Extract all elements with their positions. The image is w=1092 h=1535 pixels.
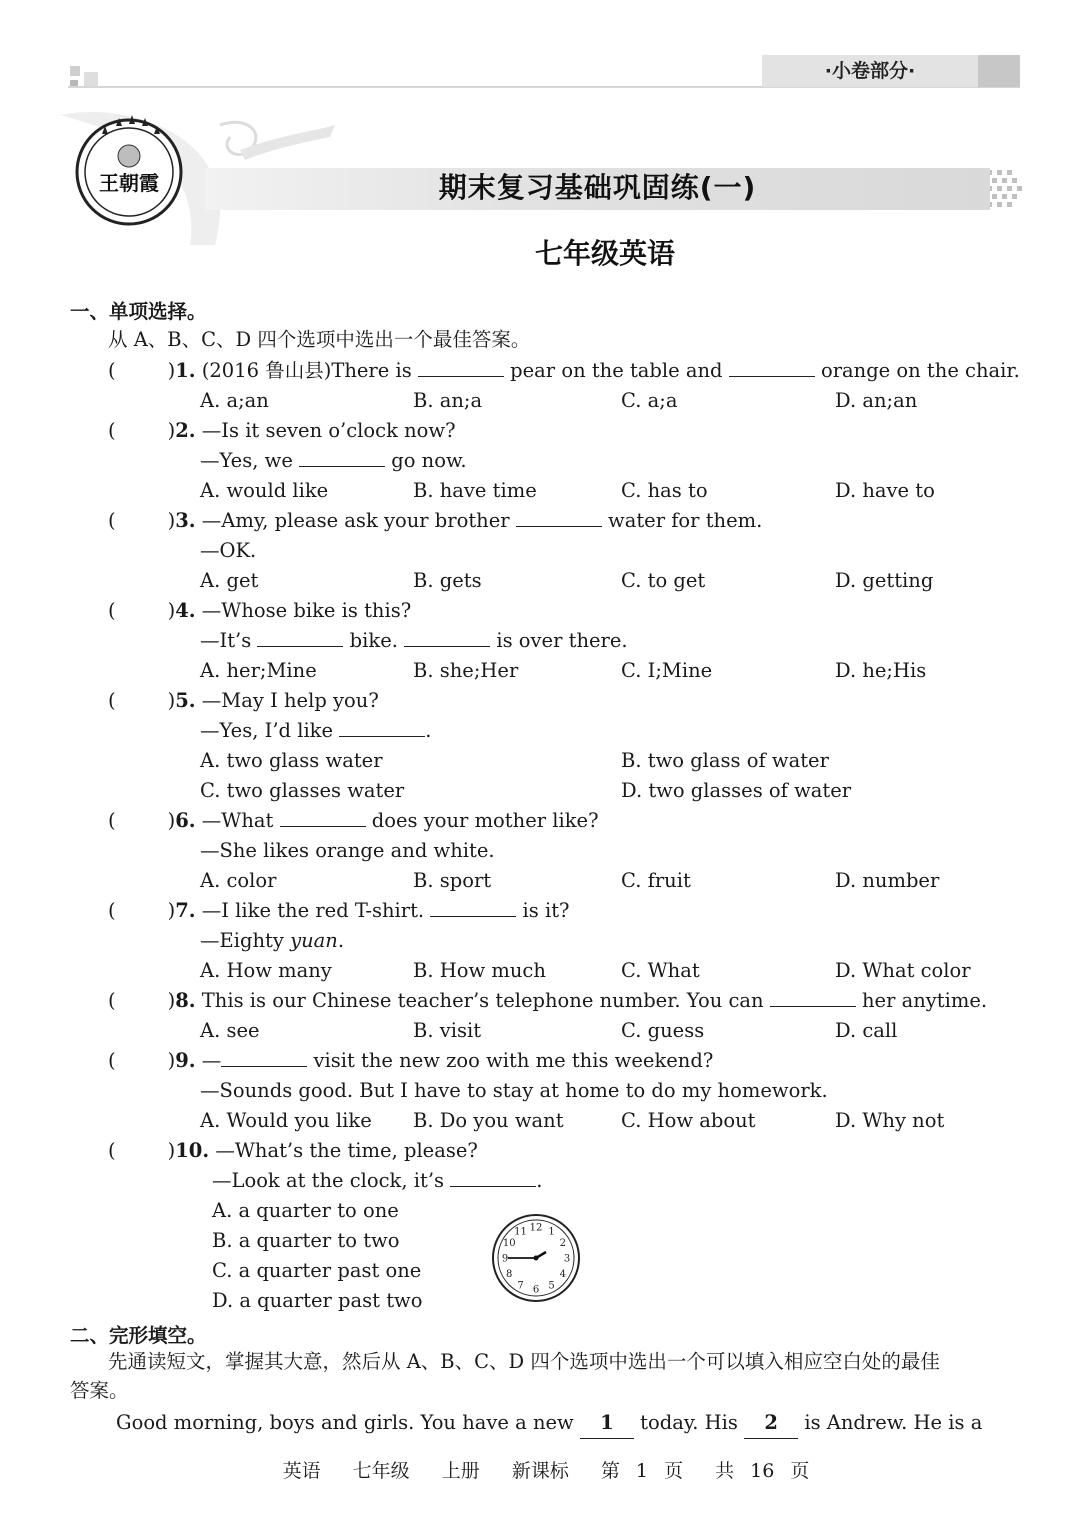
question-1: ( )1. (2016 鲁山县)There is pear on the table and orange on the chair.	[108, 359, 1020, 382]
answer-blank	[430, 898, 516, 917]
clock-numeral: 6	[532, 1284, 540, 1296]
question-6: ( )6. —What does your mother like?	[108, 809, 599, 832]
option-d: D. call	[835, 1019, 898, 1042]
option-a: A. get	[200, 569, 259, 592]
answer-blank	[404, 628, 490, 647]
answer-blank	[450, 1168, 536, 1187]
clock-numeral: 12	[529, 1222, 543, 1234]
clock-numeral: 10	[502, 1238, 516, 1249]
option-b: B. a quarter to two	[212, 1229, 400, 1252]
clock-illustration	[490, 1212, 582, 1304]
answer-blank	[221, 1048, 307, 1067]
option-a: A. her;Mine	[200, 659, 317, 682]
question-10: ( )10. —What’s the time, please?	[108, 1139, 478, 1162]
option-b: B. visit	[413, 1019, 482, 1042]
option-a: A. Would you like	[200, 1109, 372, 1132]
clock-numeral: 5	[548, 1280, 555, 1292]
option-b: B. How much	[413, 959, 546, 982]
corner-decoration	[84, 72, 98, 86]
question-9-line2: —Sounds good. But I have to stay at home to do my homework.	[200, 1079, 828, 1102]
option-b: B. she;Her	[413, 659, 519, 682]
option-c: C. fruit	[621, 869, 691, 892]
option-c: C. I;Mine	[621, 659, 713, 682]
question-10-line2: —Look at the clock, it’s .	[212, 1169, 543, 1192]
clock-numeral: 1	[548, 1226, 555, 1238]
option-a: A. How many	[200, 959, 332, 982]
question-5: ( )5. —May I help you?	[108, 689, 379, 712]
option-d: D. have to	[835, 479, 935, 502]
title-dots-decoration	[985, 168, 1025, 212]
question-5-line2: —Yes, I’d like .	[200, 719, 432, 742]
option-a: A. a quarter to one	[212, 1199, 399, 1222]
answer-blank	[418, 358, 504, 377]
option-b: B. have time	[413, 479, 537, 502]
question-source: (2016 鲁山县)	[201, 359, 332, 382]
option-c: C. a quarter past one	[212, 1259, 422, 1282]
corner-decoration	[70, 66, 80, 76]
answer-blank	[257, 628, 343, 647]
section-tab-accent	[978, 55, 1020, 87]
option-c: C. to get	[621, 569, 706, 592]
option-a: A. color	[200, 869, 277, 892]
question-4-line2: —It’s bike. is over there.	[200, 629, 628, 652]
question-2-line2: —Yes, we go now.	[200, 449, 467, 472]
question-3-line2: —OK.	[200, 539, 257, 562]
question-9: ( )9. — visit the new zoo with me this weekend?	[108, 1049, 714, 1072]
cloze-passage: Good morning, boys and girls. You have a new 1 today. His 2 is Andrew. He is a	[116, 1408, 982, 1439]
option-b: B. sport	[413, 869, 492, 892]
answer-blank	[516, 508, 602, 527]
option-a: A. see	[200, 1019, 260, 1042]
question-7-line2: —Eighty yuan.	[200, 929, 345, 952]
option-d: D. Why not	[835, 1109, 945, 1132]
option-b: B. gets	[413, 569, 482, 592]
part2-instruction: 先通读短文，掌握其大意，然后从 A、B、C、D 四个选项中选出一个可以填入相应空白处的最佳	[108, 1350, 940, 1373]
answer-blank	[339, 718, 425, 737]
question-6-line2: —She likes orange and white.	[200, 839, 495, 862]
answer-blank	[280, 808, 366, 827]
clock-numeral: 11	[514, 1226, 527, 1238]
part1-heading: 一、单项选择。	[70, 300, 207, 323]
answer-blank	[299, 448, 385, 467]
option-d: D. he;His	[835, 659, 927, 682]
question-4: ( )4. —Whose bike is this?	[108, 599, 412, 622]
clock-numeral: 4	[559, 1269, 566, 1280]
option-a: A. two glass water	[200, 749, 383, 772]
clock-numeral: 3	[563, 1253, 571, 1265]
option-c: C. How about	[621, 1109, 756, 1132]
option-a: A. would like	[200, 479, 329, 502]
cloze-blank-1: 1	[580, 1408, 634, 1439]
cloze-blank-2: 2	[744, 1408, 798, 1439]
question-2: ( )2. —Is it seven o’clock now?	[108, 419, 456, 442]
part2-instruction-cont: 答案。	[70, 1379, 129, 1402]
logo-text: 王朝霞	[99, 171, 159, 195]
option-c: C. two glasses water	[200, 779, 405, 802]
option-c: C. guess	[621, 1019, 705, 1042]
option-c: C. What	[621, 959, 700, 982]
option-b: B. an;a	[413, 389, 483, 412]
option-d: D. two glasses of water	[621, 779, 852, 802]
section-tab-label: ·小卷部分·	[824, 60, 916, 82]
answer-blank	[770, 988, 856, 1007]
question-8: ( )8. This is our Chinese teacher’s telephone number. You can her anytime.	[108, 989, 988, 1012]
option-b: B. Do you want	[413, 1109, 564, 1132]
option-c: C. a;a	[621, 389, 678, 412]
option-a: A. a;an	[200, 389, 269, 412]
page-footer: 英语 七年级 上册 新课标 第 1 页 共 16 页	[282, 1460, 810, 1482]
clock-numeral: 7	[517, 1280, 524, 1292]
option-c: C. has to	[621, 479, 708, 502]
option-d: D. an;an	[835, 389, 918, 412]
option-d: D. getting	[835, 569, 934, 592]
page-title: 期末复习基础巩固练(一)	[438, 171, 757, 204]
page-subtitle: 七年级英语	[534, 237, 675, 270]
option-d: D. What color	[835, 959, 971, 982]
clock-numeral: 2	[559, 1238, 566, 1249]
clock-numeral: 9	[501, 1253, 509, 1265]
question-7: ( )7. —I like the red T-shirt. is it?	[108, 899, 570, 922]
option-d: D. a quarter past two	[212, 1289, 423, 1312]
part2-heading: 二、完形填空。	[70, 1324, 207, 1347]
option-d: D. number	[835, 869, 940, 892]
option-b: B. two glass of water	[621, 749, 829, 772]
part1-instruction: 从 A、B、C、D 四个选项中选出一个最佳答案。	[108, 328, 531, 351]
question-number: 1.	[175, 359, 196, 382]
answer-blank	[729, 358, 815, 377]
clock-numeral: 8	[506, 1269, 513, 1280]
question-3: ( )3. —Amy, please ask your brother water for them.	[108, 509, 763, 532]
publisher-logo	[72, 112, 187, 227]
